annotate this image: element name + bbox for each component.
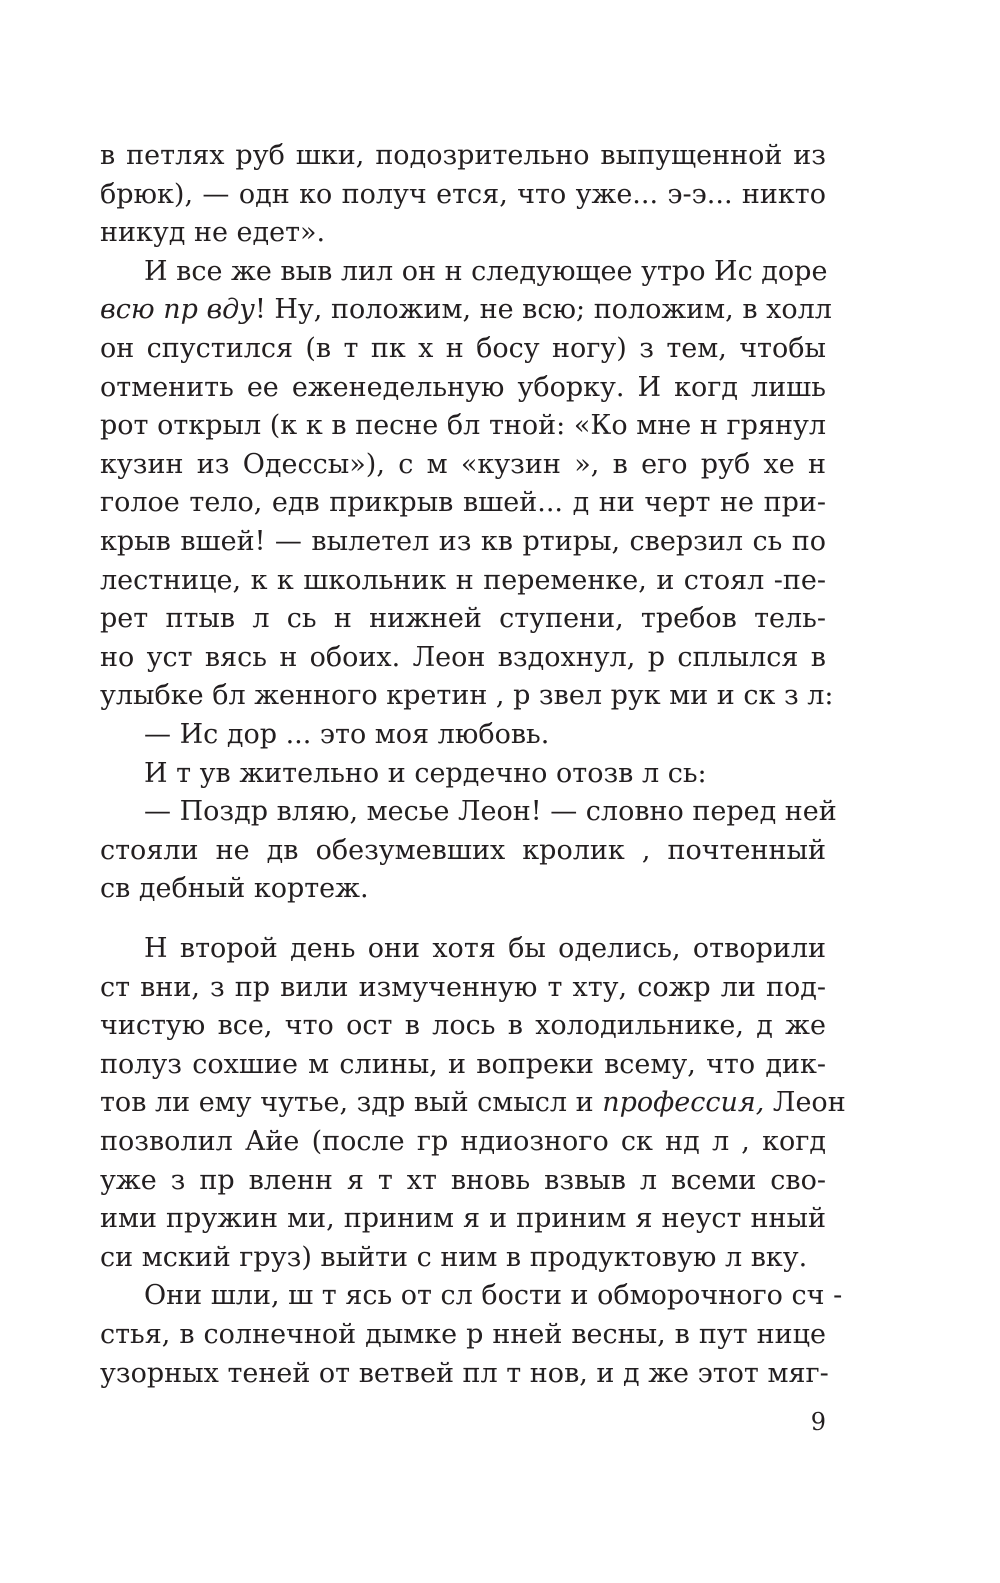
text-line: ст вни, з пр вили измученную т хту, сожр ли под- (100, 971, 826, 1003)
text-line: стья, в солнечной дымке р нней весны, в пут нице (100, 1318, 826, 1350)
text-line: отменить ее еженедельную уборку. И когд лишь (100, 371, 826, 403)
text-line: си мский груз) выйти с ним в продуктовую л вку. (100, 1241, 808, 1273)
text-line: голое тело, едв прикрыв вшей... д ни черт не при- (100, 487, 826, 519)
text-line: И все же выв лил он н следующее утро Ис доре (144, 255, 828, 287)
text-line: крыв вшей! — вылетел из кв ртиры, сверзил сь по (100, 525, 826, 557)
text-line: никуд не едет». (100, 217, 326, 249)
text-line: в петлях руб шки, подозрительно выпущенной из (100, 140, 826, 171)
text-line: чистую все, что ост в лось в холодильнике, д же (100, 1010, 826, 1042)
text-line: И т ув жительно и сердечно отозв л сь: (144, 757, 707, 789)
text-line: лестнице, к к школьник н переменке, и стоял -пе- (100, 564, 826, 596)
text-line: ими пружин ми, приним я и приним я неуст нный (100, 1203, 826, 1235)
text-span: ! Ну, положим, не всю; положим, в холл (254, 294, 832, 326)
italic-text: всю пр вду (100, 294, 255, 326)
text-line: брюк), — одн ко получ ется, что уже... э-э... никто (100, 178, 826, 210)
text-line: — Ис дор ... это моя любовь. (144, 718, 550, 750)
page-number: 9 (810, 1408, 826, 1436)
text-line (100, 291, 832, 330)
text-span: Леон (764, 1087, 846, 1119)
text-line: св дебный кортеж. (100, 873, 369, 905)
text-line: но уст вясь н обоих. Леон вздохнул, р сплылся в (100, 641, 826, 673)
text-line: он спустился (в т пк х н босу ногу) з тем, чтобы (100, 332, 826, 364)
text-line: — Поздр вляю, месье Леон! — словно перед ней (144, 796, 837, 828)
italic-text: профессия, (602, 1087, 765, 1119)
text-section-2 (100, 930, 846, 1393)
text-line: кузин из Одессы»), с м «кузин », в его руб хе н (100, 448, 826, 480)
text-line: полуз сохшие м слины, и вопреки всему, что дик- (100, 1048, 826, 1080)
text-line: позволил Айе (после гр ндиозного ск нд л , когд (100, 1125, 826, 1157)
text-line (100, 1084, 846, 1123)
text-line: узорных теней от ветвей пл т нов, и д же этот мяг- (100, 1357, 829, 1389)
text-line: рот открыл (к к в песне бл тной: «Ко мне н грянул (100, 410, 826, 442)
text-line: Н второй день они хотя бы оделись, отворили (144, 933, 826, 964)
text-section-1 (100, 137, 837, 909)
text-line: Они шли, ш т ясь от сл бости и обморочного сч - (144, 1280, 843, 1312)
text-line: улыбке бл женного кретин , р звел рук ми и ск з л: (100, 680, 834, 712)
text-span: тов ли ему чутье, здр вый смысл и (100, 1087, 603, 1119)
text-line: уже з пр вленн я т хт вновь взвыв л всеми сво- (100, 1164, 826, 1196)
text-line: стояли не дв обезумевших кролик , почтенный (100, 834, 826, 866)
text-line: рет птыв л сь н нижней ступени, требов тель- (100, 603, 826, 635)
